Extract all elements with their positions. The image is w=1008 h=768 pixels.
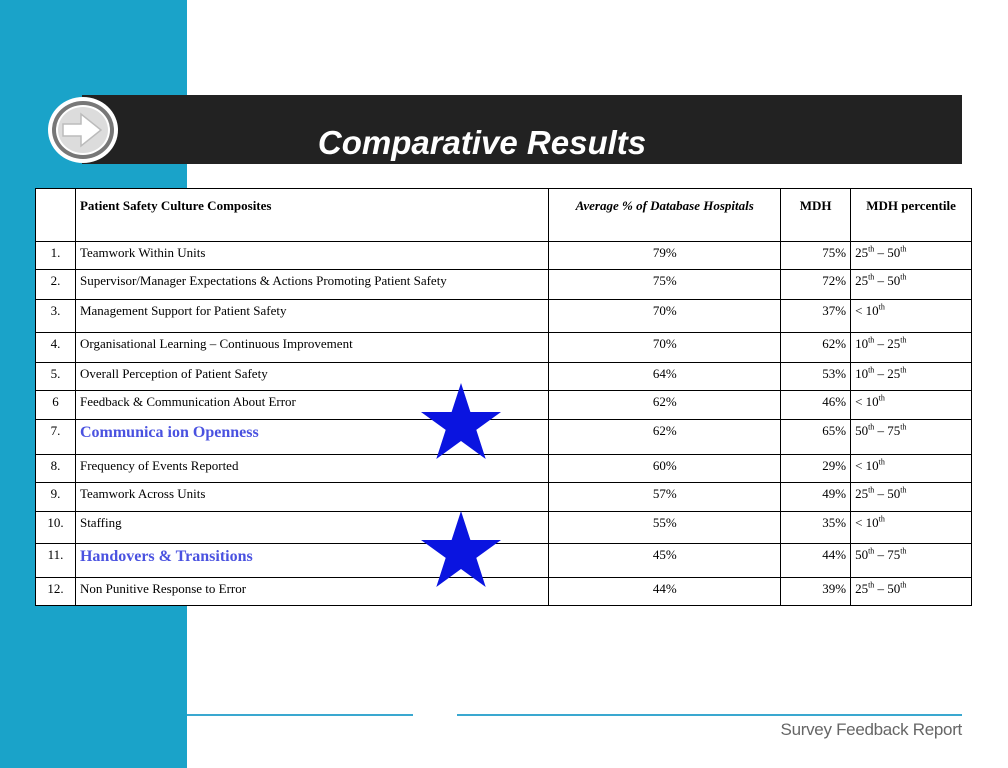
percentile-low: 25 <box>855 486 869 501</box>
percentile-low: 10 <box>865 458 879 473</box>
table-row <box>36 363 972 391</box>
percentile-high: 50 <box>887 486 901 501</box>
row-number: 4. <box>36 333 76 363</box>
database-average: 70% <box>549 333 781 363</box>
percentile-high: 25 <box>887 336 901 351</box>
mdh-percentile <box>851 483 972 512</box>
composite-name: Non Punitive Response to Error <box>75 578 548 606</box>
composite-name: Staffing <box>75 512 548 544</box>
footer-divider <box>457 714 962 716</box>
table-row <box>36 483 972 512</box>
ordinal-suffix: th <box>868 335 875 345</box>
range-separator: – <box>874 486 888 501</box>
mdh-score: 35% <box>781 512 851 544</box>
database-average: 70% <box>549 300 781 333</box>
mdh-percentile <box>851 512 972 544</box>
star-icon <box>421 511 501 587</box>
ordinal-suffix: th <box>868 244 875 254</box>
percentile-high: 75 <box>887 547 901 562</box>
percentile-low: 10 <box>865 303 879 318</box>
table-row <box>36 420 972 455</box>
range-separator: – <box>874 336 888 351</box>
mdh-score: 37% <box>781 300 851 333</box>
ordinal-suffix: th <box>900 244 907 254</box>
ordinal-suffix: th <box>868 365 875 375</box>
mdh-score: 53% <box>781 363 851 391</box>
mdh-percentile <box>851 544 972 578</box>
row-number: 1. <box>36 242 76 270</box>
table-row <box>36 455 972 483</box>
mdh-score: 29% <box>781 455 851 483</box>
ordinal-suffix: th <box>878 302 885 312</box>
mdh-percentile <box>851 578 972 606</box>
header-percentile: MDH percentile <box>851 189 972 242</box>
range-separator: – <box>874 245 888 260</box>
row-number: 5. <box>36 363 76 391</box>
mdh-score: 44% <box>781 544 851 578</box>
page-title: Comparative Results <box>317 124 647 161</box>
row-number: 12. <box>36 578 76 606</box>
ordinal-suffix: th <box>900 580 907 590</box>
comparative-results-table <box>35 188 972 606</box>
ordinal-suffix: th <box>900 272 907 282</box>
mdh-percentile <box>851 391 972 420</box>
mdh-score: 62% <box>781 333 851 363</box>
footer-divider <box>187 714 413 716</box>
mdh-percentile <box>851 363 972 391</box>
percentile-low: 50 <box>855 423 869 438</box>
range-separator: – <box>874 273 888 288</box>
mdh-score: 46% <box>781 391 851 420</box>
ordinal-suffix: th <box>868 580 875 590</box>
database-average: 75% <box>549 270 781 300</box>
composite-name: Communica ion Openness <box>75 420 548 455</box>
header-composites: Patient Safety Culture Composites <box>75 189 548 242</box>
ordinal-suffix: th <box>900 422 907 432</box>
table-row <box>36 242 972 270</box>
ordinal-suffix: th <box>878 514 885 524</box>
composite-name: Overall Perception of Patient Safety <box>75 363 548 391</box>
percentile-prefix: < <box>855 303 866 318</box>
table-row <box>36 300 972 333</box>
range-separator: – <box>874 366 888 381</box>
arrow-logo-icon <box>47 96 119 164</box>
range-separator: – <box>874 547 888 562</box>
composite-name: Handovers & Transitions <box>75 544 548 578</box>
percentile-prefix: < <box>855 515 866 530</box>
ordinal-suffix: th <box>900 546 907 556</box>
header-average: Average % of Database Hospitals <box>549 189 781 242</box>
table-header-row <box>36 189 972 242</box>
table-row <box>36 391 972 420</box>
composite-name: Management Support for Patient Safety <box>75 300 548 333</box>
row-number: 8. <box>36 455 76 483</box>
range-separator: – <box>874 581 888 596</box>
percentile-low: 10 <box>865 515 879 530</box>
header-number <box>36 189 76 242</box>
ordinal-suffix: th <box>900 365 907 375</box>
row-number: 3. <box>36 300 76 333</box>
mdh-percentile <box>851 270 972 300</box>
mdh-score: 72% <box>781 270 851 300</box>
table-row <box>36 544 972 578</box>
table-row <box>36 270 972 300</box>
composite-name: Supervisor/Manager Expectations & Actions Promoting Patient Safety <box>75 270 548 300</box>
table-row <box>36 333 972 363</box>
header-mdh: MDH <box>781 189 851 242</box>
ordinal-suffix: th <box>900 335 907 345</box>
composite-name: Teamwork Across Units <box>75 483 548 512</box>
database-average: 79% <box>549 242 781 270</box>
row-number: 7. <box>36 420 76 455</box>
mdh-score: 65% <box>781 420 851 455</box>
database-average: 57% <box>549 483 781 512</box>
table-row <box>36 512 972 544</box>
mdh-percentile <box>851 455 972 483</box>
ordinal-suffix: th <box>868 485 875 495</box>
percentile-high: 75 <box>887 423 901 438</box>
percentile-prefix: < <box>855 458 866 473</box>
percentile-prefix: < <box>855 394 866 409</box>
mdh-score: 75% <box>781 242 851 270</box>
percentile-low: 50 <box>855 547 869 562</box>
percentile-low: 10 <box>865 394 879 409</box>
row-number: 11. <box>36 544 76 578</box>
database-average: 60% <box>549 455 781 483</box>
row-number: 9. <box>36 483 76 512</box>
mdh-percentile <box>851 300 972 333</box>
database-average: 44% <box>549 578 781 606</box>
mdh-percentile <box>851 333 972 363</box>
ordinal-suffix: th <box>900 485 907 495</box>
percentile-high: 50 <box>887 245 901 260</box>
percentile-high: 50 <box>887 273 901 288</box>
database-average: 55% <box>549 512 781 544</box>
row-number: 6 <box>36 391 76 420</box>
composite-name: Frequency of Events Reported <box>75 455 548 483</box>
mdh-percentile <box>851 242 972 270</box>
percentile-low: 10 <box>855 336 869 351</box>
ordinal-suffix: th <box>878 393 885 403</box>
database-average: 45% <box>549 544 781 578</box>
ordinal-suffix: th <box>868 546 875 556</box>
percentile-low: 25 <box>855 245 869 260</box>
star-icon <box>421 383 501 459</box>
composite-name: Feedback & Communication About Error <box>75 391 548 420</box>
range-separator: – <box>874 423 888 438</box>
mdh-score: 39% <box>781 578 851 606</box>
database-average: 62% <box>549 420 781 455</box>
row-number: 10. <box>36 512 76 544</box>
database-average: 62% <box>549 391 781 420</box>
composite-name: Organisational Learning – Continuous Improvement <box>75 333 548 363</box>
percentile-high: 50 <box>887 581 901 596</box>
percentile-high: 25 <box>887 366 901 381</box>
ordinal-suffix: th <box>868 272 875 282</box>
percentile-low: 25 <box>855 581 869 596</box>
database-average: 64% <box>549 363 781 391</box>
table-row <box>36 578 972 606</box>
mdh-score: 49% <box>781 483 851 512</box>
percentile-low: 10 <box>855 366 869 381</box>
ordinal-suffix: th <box>878 457 885 467</box>
ordinal-suffix: th <box>868 422 875 432</box>
composite-name: Teamwork Within Units <box>75 242 548 270</box>
mdh-percentile <box>851 420 972 455</box>
footer-label: Survey Feedback Report <box>780 720 962 739</box>
percentile-low: 25 <box>855 273 869 288</box>
row-number: 2. <box>36 270 76 300</box>
